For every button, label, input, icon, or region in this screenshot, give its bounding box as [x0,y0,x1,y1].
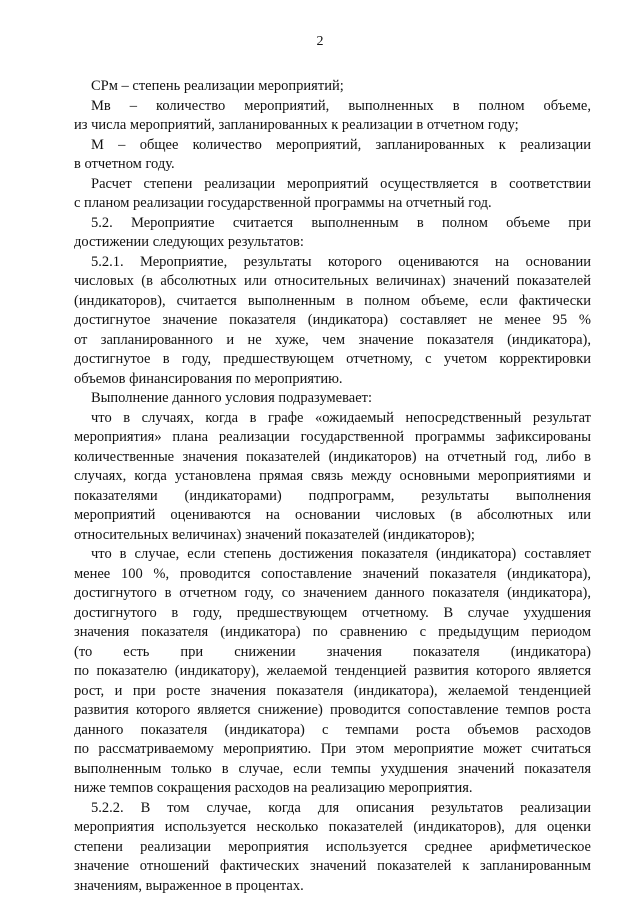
text-line: из числа мероприятий, запланированных к реализации в отчетном году; [74,117,519,133]
text-line: относительных величинах) значений показателей (индикаторов); [74,526,475,543]
text-line: что в случаях, когда в графе «ожидаемый непосредственный результат [91,409,591,426]
text-line: случаях, когда установлена прямая связь между основными мероприятиями и [74,468,591,484]
text-line: достигнутого в отчетном году, со значением данного показателя (индикатора), [74,585,591,601]
text-line: развития которого является снижение) проводится сопоставление темпов роста [74,702,591,718]
text-line: что в случае, если степень достижения показателя (индикатора) составляет [91,546,591,562]
text-line: степени реализации мероприятия используется среднее арифметическое [74,838,591,855]
text-line: 5.2.2. В том случае, когда для описания результатов реализации [91,799,591,816]
text-line: данного показателя (индикатора) с темпами роста объемов расходов [74,721,591,738]
text-line: достигнутое значение показателя (индикатора) составляет не менее 95 % [74,312,591,328]
text-line: достигнутое в году, предшествующем отчетному, с учетом корректировки [74,351,591,367]
text-line: (индикаторов), считается выполненным в полном объеме, если фактически [74,292,591,309]
text-line: М – общее количество мероприятий, запланированных к реализации [91,136,591,153]
text-line: в отчетном году. [74,156,175,172]
document-body [74,77,591,896]
text-line: значениям, выраженное в процентах. [74,877,304,894]
text-line: значения показателя (индикатора) по сравнению с предыдущим периодом [74,624,591,640]
text-line: мероприятий оцениваются на основании числовых (в абсолютных или [74,507,591,523]
text-line: 5.2.1. Мероприятие, результаты которого оцениваются на основании [91,253,591,270]
text-line: Мв – количество мероприятий, выполненных в полном объеме, [91,97,591,114]
text-line: выполненным только в случае, если темпы ухудшения значений показателя [74,760,591,777]
text-line: от запланированного и не хуже, чем значение показателя (индикатора), [74,331,591,348]
text-line: показателями (индикаторами) подпрограмм, результаты выполнения [74,487,591,504]
text-line: (то есть при снижении значения показателя (индикатора) [74,643,591,660]
text-line: мероприятия используется несколько показателей (индикаторов), для оценки [74,819,591,835]
page-number: 2 [316,34,324,49]
text-line: 5.2. Мероприятие считается выполненным в полном объеме при [91,214,591,231]
text-line: значение отношений фактических значений показателей к запланированным [74,858,591,874]
text-line: СРм – степень реализации мероприятий; [91,78,344,94]
text-line: числовых (в абсолютных или относительных величинах) значений показателей [74,273,591,289]
text-line: менее 100 %, проводится сопоставление значений показателя (индикатора), [74,565,591,582]
text-line: количественные значения показателей (индикаторов) на отчетный год, либо в [74,448,591,465]
text-line: по показателю (индикатору), желаемой тенденцией развития которого является [74,663,591,679]
text-line: с планом реализации государственной программы на отчетный год. [74,195,492,211]
text-line: Расчет степени реализации мероприятий осуществляется в соответствии [91,175,591,192]
text-line: мероприятия» плана реализации государственной программы зафиксированы [74,429,591,445]
text-line: рост, и при росте значения показателя (индикатора), желаемой тенденцией [74,682,591,699]
text-line: по рассматриваемому мероприятию. При этом мероприятие может считаться [74,741,591,757]
text-line: достигнутого в году, предшествующем отчетному. В случае ухудшения [74,604,591,621]
text-line: достижении следующих результатов: [74,234,304,250]
text-line: объемов финансирования по мероприятию. [74,370,343,387]
text-line: Выполнение данного условия подразумевает: [91,390,373,406]
text-line: ниже темпов сокращения расходов на реализацию мероприятия. [74,780,473,796]
